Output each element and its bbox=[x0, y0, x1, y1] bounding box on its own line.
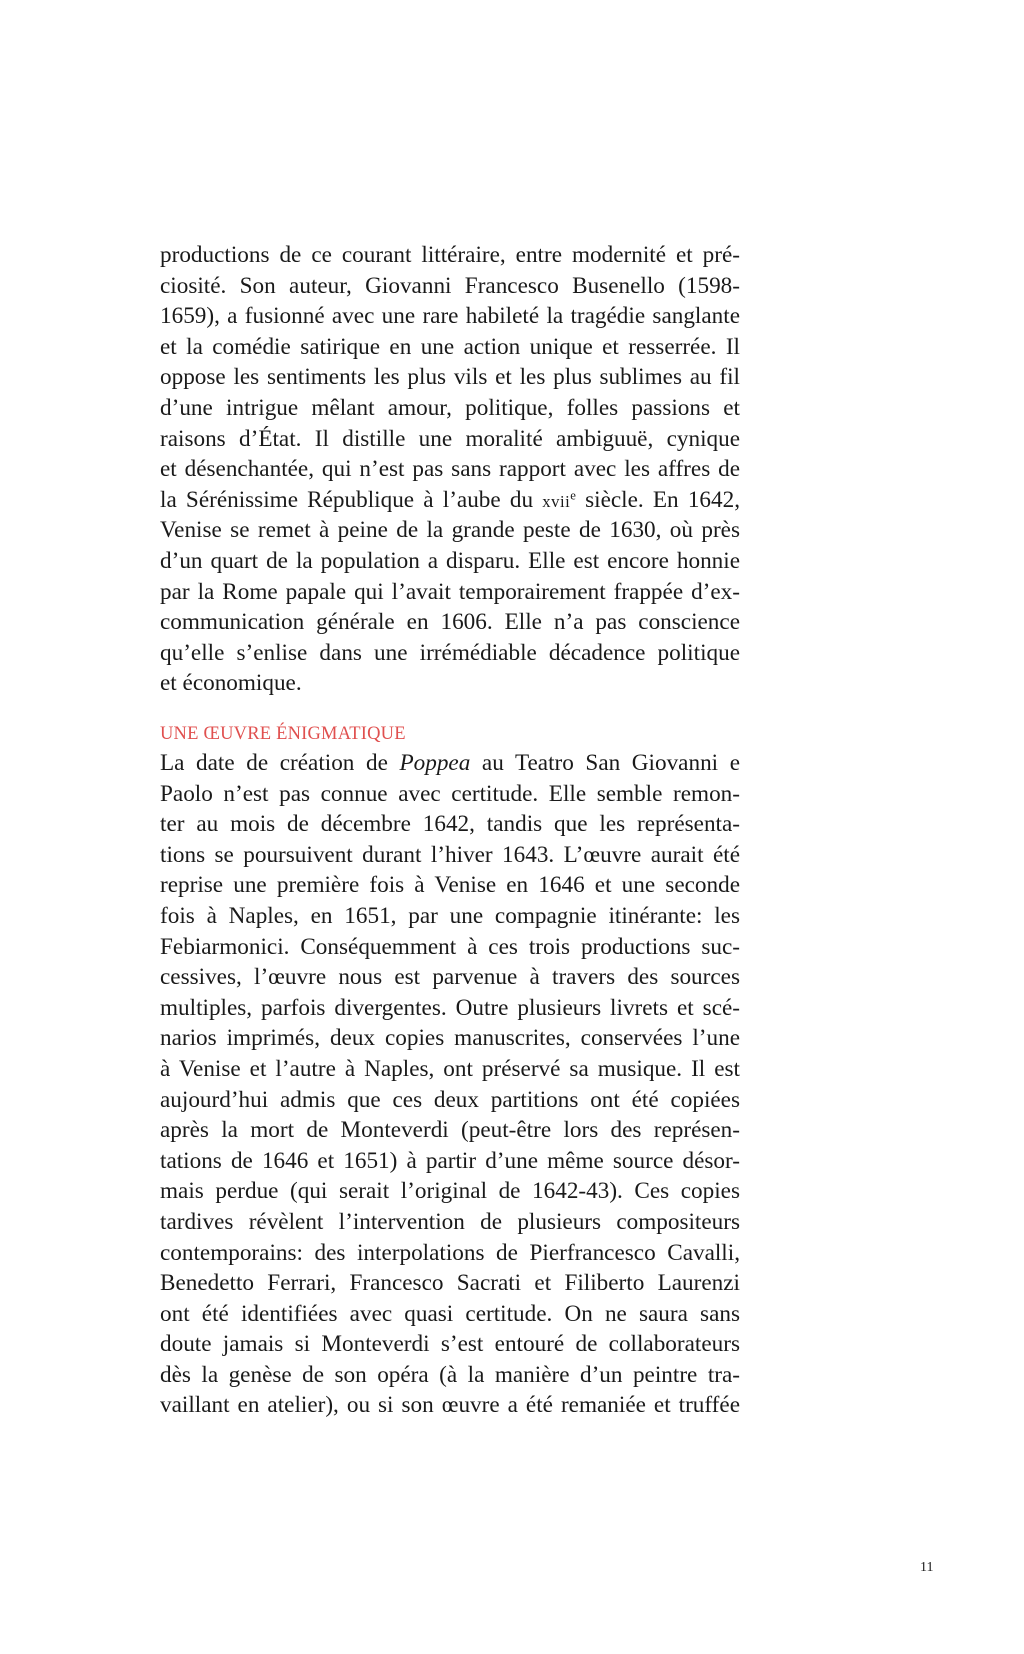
text-line: fois à Naples, en 1651, par une compagnie itinérante: les bbox=[160, 902, 740, 929]
text-line: d’une intrigue mêlant amour, politique, folles passions et bbox=[160, 394, 740, 421]
text-line: mais perdue (qui serait l’original de 1642-43). Ces copies bbox=[160, 1178, 740, 1205]
text-line: et désenchantée, qui n’est pas sans rapport avec les affres de bbox=[160, 456, 740, 483]
text-line: après la mort de Monteverdi (peut-être lors des représen- bbox=[160, 1117, 740, 1144]
body-text-section-2 bbox=[160, 748, 740, 1421]
text-fragment: la Sérénissime République à l’aube du bbox=[160, 486, 543, 513]
text-line: dès la genèse de son opéra (à la manière d’un peintre tra- bbox=[160, 1361, 740, 1388]
text-line: Febiarmonici. Conséquemment à ces trois productions suc- bbox=[160, 933, 740, 960]
text-line: et économique. bbox=[160, 670, 302, 697]
text-line: vaillant en atelier), ou si son œuvre a été remaniée et truffée bbox=[160, 1392, 740, 1419]
text-line: productions de ce courant littéraire, entre modernité et pré- bbox=[160, 242, 740, 268]
text-line: reprise une première fois à Venise en 1646 et une seconde bbox=[160, 872, 740, 899]
text-line: et la comédie satirique en une action unique et resserrée. Il bbox=[160, 333, 740, 360]
century-superscript: e bbox=[570, 488, 576, 503]
text-line: aujourd’hui admis que ces deux partitions ont été copiées bbox=[160, 1086, 740, 1113]
text-line: 1659), a fusionné avec une rare habileté la tragédie sanglante bbox=[160, 303, 740, 330]
text-line: Paolo n’est pas connue avec certitude. Elle semble remon- bbox=[160, 780, 740, 807]
text-line-title bbox=[160, 748, 740, 779]
text-line: doute jamais si Monteverdi s’est entouré de collaborateurs bbox=[160, 1331, 740, 1358]
text-fragment: au Teatro San Giovanni e bbox=[470, 750, 740, 776]
text-line-century bbox=[160, 485, 740, 516]
text-fragment: siècle. En 1642, bbox=[575, 486, 740, 513]
text-fragment: La date de création de bbox=[160, 750, 400, 776]
text-line: ciosité. Son auteur, Giovanni Francesco Busenello (1598- bbox=[160, 272, 740, 299]
text-line: d’un quart de la population a disparu. Elle est encore honnie bbox=[160, 547, 740, 574]
text-line: tardives révèlent l’intervention de plusieurs compositeurs bbox=[160, 1208, 740, 1235]
text-line: tions se poursuivent durant l’hiver 1643. L’œuvre aurait été bbox=[160, 841, 740, 868]
work-title: Poppea bbox=[399, 750, 471, 776]
text-line: tations de 1646 et 1651) à partir d’une même source désor- bbox=[160, 1147, 740, 1174]
text-line: par la Rome papale qui l’avait temporairement frappée d’ex- bbox=[160, 578, 740, 605]
text-line: oppose les sentiments les plus vils et les plus sublimes au fil bbox=[160, 364, 740, 391]
text-line: ont été identifiées avec quasi certitude. On ne saura sans bbox=[160, 1300, 740, 1327]
text-line: cessives, l’œuvre nous est parvenue à travers des sources bbox=[160, 964, 740, 991]
text-line: qu’elle s’enlise dans une irrémédiable décadence politique bbox=[160, 639, 740, 666]
text-line: contemporains: des interpolations de Pierfrancesco Cavalli, bbox=[160, 1239, 740, 1266]
page-number: 11 bbox=[920, 1560, 934, 1575]
text-line: communication générale en 1606. Elle n’a pas conscience bbox=[160, 609, 740, 636]
text-line: à Venise et l’autre à Naples, ont préservé sa musique. Il est bbox=[160, 1055, 740, 1082]
body-text-section-1 bbox=[160, 240, 740, 699]
text-line: raisons d’État. Il distille une moralité ambiguuë, cynique bbox=[160, 425, 740, 452]
section-heading: UNE ŒUVRE ÉNIGMATIQUE bbox=[160, 724, 406, 744]
text-line: Benedetto Ferrari, Francesco Sacrati et Filiberto Laurenzi bbox=[160, 1270, 740, 1297]
text-line: Venise se remet à peine de la grande peste de 1630, où près bbox=[160, 517, 740, 544]
text-line: ter au mois de décembre 1642, tandis que les représenta- bbox=[160, 811, 740, 838]
century-numeral: xvii bbox=[542, 491, 571, 511]
text-line: multiples, parfois divergentes. Outre plusieurs livrets et scé- bbox=[160, 994, 740, 1021]
text-line: narios imprimés, deux copies manuscrites, conservées l’une bbox=[160, 1025, 740, 1052]
